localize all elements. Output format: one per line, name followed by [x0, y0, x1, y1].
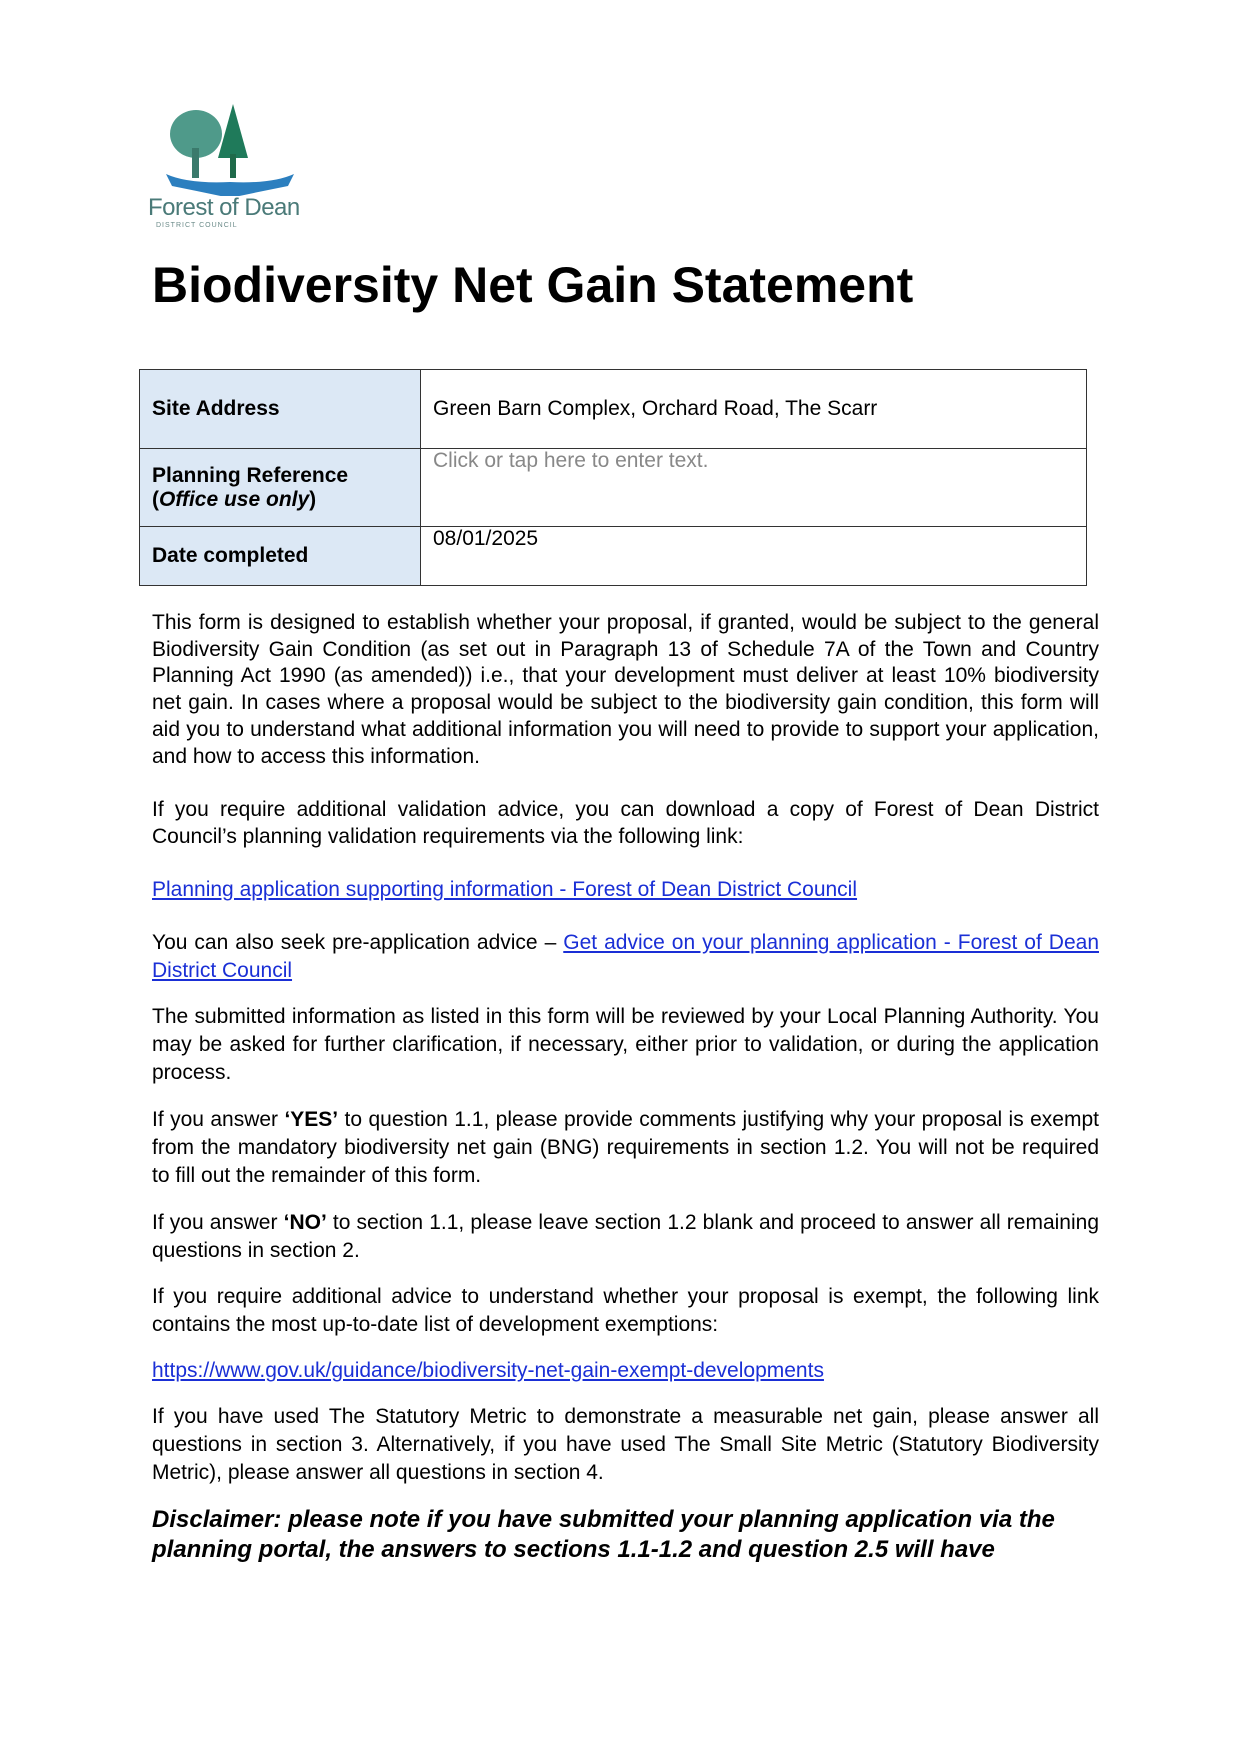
site-address-field[interactable]: Green Barn Complex, Orchard Road, The Scarr: [421, 370, 1087, 449]
exemptions-link[interactable]: https://www.gov.uk/guidance/biodiversity-net-gain-exempt-developments: [152, 1359, 824, 1382]
site-details-table: [139, 369, 1087, 586]
yes-paragraph: [152, 1106, 1099, 1190]
yes-text-a: If you answer: [152, 1108, 285, 1131]
page-title: Biodiversity Net Gain Statement: [152, 257, 914, 313]
disclaimer: Disclaimer: please note if you have submitted your planning application via the planning portal, the answers to sections 1.1-1.2 and question 2.5 will have: [152, 1506, 1055, 1563]
no-paragraph: [152, 1209, 1099, 1265]
logo-text: Forest of Dean: [148, 194, 300, 221]
planning-reference-label: Planning Reference (Office use only): [140, 449, 421, 527]
validation-paragraph: If you require additional validation advice, you can download a copy of Forest of Dean District Council’s planning validation requirements via the following link:: [152, 798, 1099, 848]
date-completed-label: Date completed: [140, 527, 421, 586]
yes-bold: ‘YES’: [284, 1108, 339, 1131]
site-address-label: Site Address: [140, 370, 421, 449]
planning-reference-text: Planning Reference: [152, 463, 349, 487]
review-paragraph: The submitted information as listed in this form will be reviewed by your Local Planning Authority. You may be asked for further clarification, if necessary, either prior to validation, or during the application process.: [152, 1005, 1099, 1084]
exemptions-paragraph: If you require additional advice to understand whether your proposal is exempt, the following link contains the most up-to-date list of development exemptions:: [152, 1285, 1099, 1336]
pre-app-link[interactable]: Get advice on your planning application - Forest of Dean District Council: [152, 931, 1099, 982]
intro-paragraph: This form is designed to establish whether your proposal, if granted, would be subject to the general Biodiversity Gain Condition (as set out in Paragraph 13 of Schedule 7A of the Town and Country Planning Act 1990 (as amended)) i.e., that your development must deliver at least 10% biodiversity net gain. In cases where a proposal would be subject to the biodiversity gain condition, this form will aid you to understand what additional information you will need to provide to support your application, and how to access this information.: [152, 611, 1099, 768]
metric-paragraph: If you have used The Statutory Metric to demonstrate a measurable net gain, please answer all questions in section 3. Alternatively, if you have used The Small Site Metric (Statutory Biodiversity Metric), please answer all questions in section 4.: [152, 1405, 1099, 1484]
pre-app-paragraph: [152, 929, 1099, 985]
no-bold: ‘NO’: [283, 1211, 327, 1234]
validation-link[interactable]: Planning application supporting information - Forest of Dean District Council: [152, 878, 858, 901]
council-logo: [148, 96, 313, 236]
pre-app-text: You can also seek pre-application advice –: [152, 931, 564, 954]
office-use-note: Office use only: [159, 487, 310, 511]
date-completed-field[interactable]: 08/01/2025: [421, 527, 1087, 586]
no-text-a: If you answer: [152, 1211, 284, 1234]
yes-text-c: to question 1.1, please provide comments justifying why your proposal is exempt from the mandatory biodiversity net gain (BNG) requirements in section 1.2. You will not be required to fill out the remainder of this form.: [152, 1108, 1099, 1187]
no-text-c: to section 1.1, please leave section 1.2 blank and proceed to answer all remaining questions in section 2.: [152, 1211, 1100, 1262]
logo-subtitle: DISTRICT COUNCIL: [156, 222, 238, 229]
trees-logo-icon: [148, 96, 313, 196]
planning-reference-field[interactable]: Click or tap here to enter text.: [421, 449, 1087, 527]
